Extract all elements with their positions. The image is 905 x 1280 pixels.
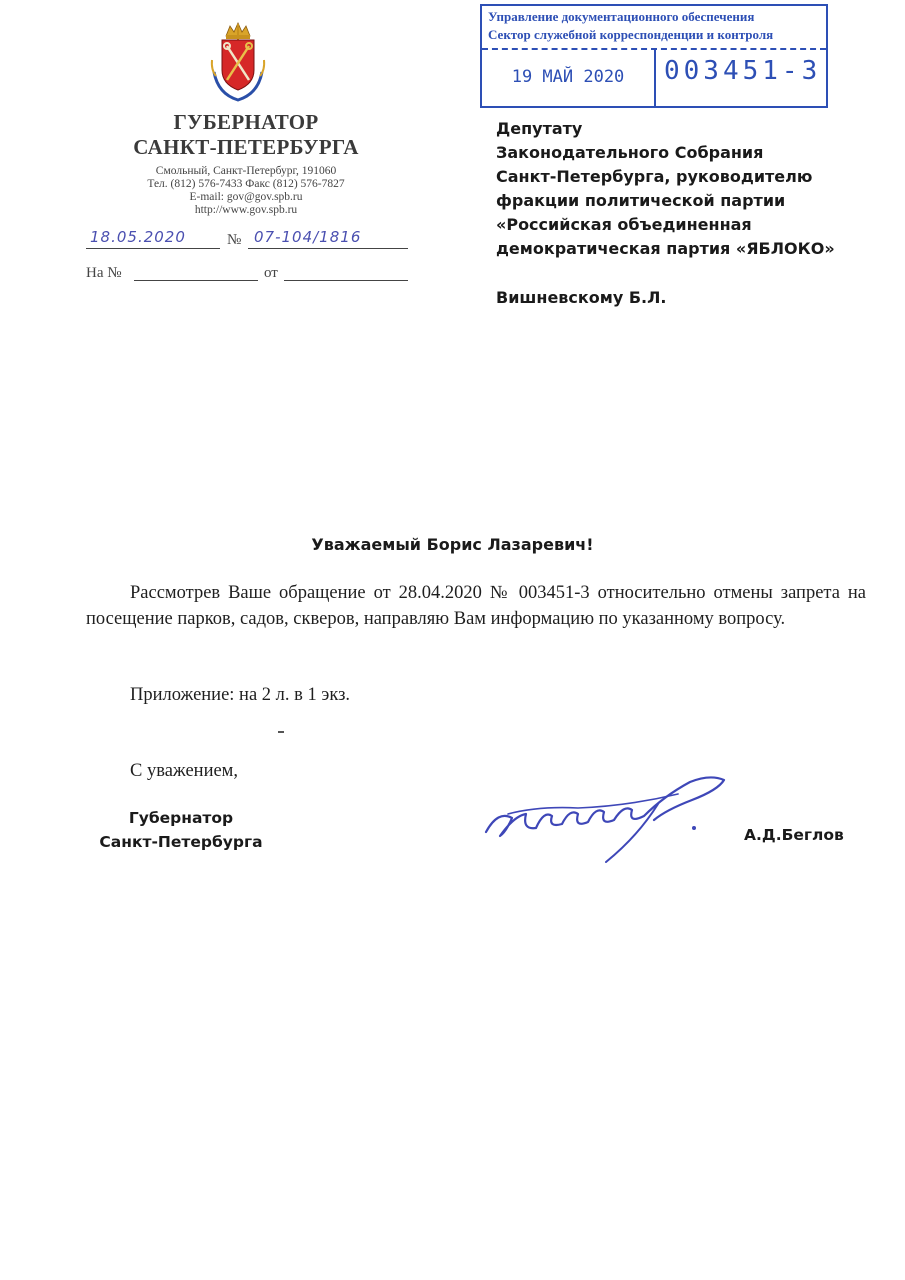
letterhead-subtitle: САНКТ-ПЕТЕРБУРГА — [133, 135, 359, 159]
addressee-line: фракции политической партии — [496, 191, 786, 210]
stamp-number: 003451-3 — [664, 56, 822, 86]
closing-phrase: С уважением, — [130, 761, 239, 781]
addressee-line: Санкт-Петербурга, руководителю — [496, 167, 813, 186]
coat-of-arms-icon — [208, 20, 268, 104]
addressee-line: «Российская объединенная — [496, 215, 752, 234]
addressee-name: Вишневскому Б.Л. — [496, 288, 667, 307]
stray-mark — [278, 731, 284, 733]
number-label: № — [227, 232, 242, 248]
letterhead-email: E-mail: gov@gov.spb.ru — [189, 191, 303, 203]
addressee-line: демократическая партия «ЯБЛОКО» — [496, 239, 835, 258]
to-number-field — [134, 264, 258, 281]
attachment-note: Приложение: на 2 л. в 1 экз. — [130, 685, 351, 705]
addressee-block — [496, 117, 886, 261]
signatory-name: А.Д.Беглов — [744, 826, 844, 844]
incoming-stamp — [480, 4, 828, 108]
outgoing-number-field — [248, 230, 408, 249]
stamp-department: Управление документационного обеспечения — [488, 9, 755, 24]
letterhead-website: http://www.gov.spb.ru — [194, 204, 298, 216]
signatory-title-line: Санкт-Петербурга — [99, 833, 263, 851]
stamp-date: 19 МАЙ 2020 — [482, 48, 656, 106]
signatory-title — [86, 806, 276, 854]
outgoing-number: 07-104/1816 — [254, 228, 362, 246]
letterhead-title: ГУБЕРНАТОР — [173, 110, 319, 134]
salutation: Уважаемый Борис Лазаревич! — [311, 535, 594, 554]
handwritten-signature — [478, 770, 738, 870]
from-label: от — [264, 265, 278, 281]
addressee-line: Депутату — [496, 119, 583, 138]
stamp-sector: Сектор служебной корреспонденции и контроля — [488, 27, 774, 42]
to-number-label: На № — [86, 265, 122, 281]
stamp-header — [482, 6, 826, 50]
outgoing-date: 18.05.2020 — [90, 228, 186, 246]
outgoing-date-field — [86, 230, 220, 249]
addressee-line: Законодательного Собрания — [496, 143, 764, 162]
signatory-title-line: Губернатор — [128, 809, 234, 827]
from-date-field — [284, 264, 408, 281]
letterhead-address: Смольный, Санкт-Петербург, 191060 — [155, 165, 337, 177]
letterhead-phones: Тел. (812) 576-7433 Факс (812) 576-7827 — [147, 178, 345, 190]
body-paragraph: Рассмотрев Ваше обращение от 28.04.2020 № 003451-3 относительно отмены запрета на посещение парков, садов, скверов, направляю Вам информацию по указанному вопросу. — [86, 583, 866, 629]
